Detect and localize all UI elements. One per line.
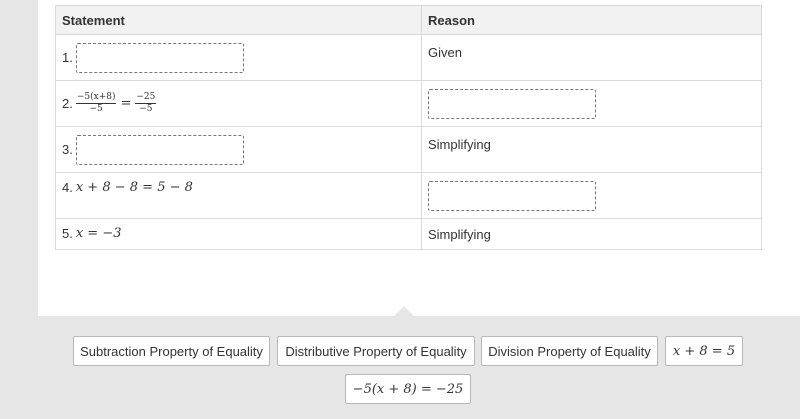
table-row (56, 173, 762, 219)
statement-header: Statement (56, 6, 422, 35)
chip-equation-x-plus-8[interactable]: x + 8 = 5 (665, 336, 743, 366)
chip-distributive-property[interactable]: Distributive Property of Equality (277, 336, 475, 366)
reason-header: Reason (422, 6, 762, 35)
fraction-lhs: $\frac{-5(x+8)}{-5}$ (76, 92, 116, 114)
row-number: 5. (62, 226, 73, 241)
statement-cell (56, 127, 422, 173)
row-number: 1. (62, 50, 73, 65)
row-number: 3. (62, 142, 73, 157)
table-row (56, 35, 762, 81)
reason-drop-target-2[interactable] (428, 89, 596, 119)
statement-cell (56, 35, 422, 81)
reason-cell (422, 127, 762, 173)
chip-subtraction-property[interactable]: Subtraction Property of Equality (73, 336, 270, 366)
row-number: 2. (62, 96, 73, 111)
reason-text: Simplifying (428, 137, 491, 152)
row-number: 4. (62, 180, 73, 195)
reason-drop-target-4[interactable] (428, 181, 596, 211)
table-row (56, 127, 762, 173)
statement-cell (56, 173, 422, 219)
statement-cell (56, 219, 422, 250)
chip-equation-neg5[interactable]: −5(x + 8) = −25 (345, 374, 471, 404)
answer-bank (38, 316, 800, 419)
fraction-rhs: $\frac{-25}{-5}$ (136, 92, 156, 114)
statement-equation: x = −3 (75, 226, 122, 241)
proof-table (55, 5, 762, 250)
table-row (56, 81, 762, 127)
chip-division-property[interactable]: Division Property of Equality (481, 336, 658, 366)
statement-drop-target-1[interactable] (76, 43, 244, 73)
statement-cell (56, 81, 422, 127)
reason-cell (422, 35, 762, 81)
reason-text: Simplifying (428, 227, 491, 242)
proof-panel (38, 0, 800, 316)
reason-cell (422, 219, 762, 250)
reason-cell (422, 81, 762, 127)
statement-equation: x + 8 − 8 = 5 − 8 (75, 180, 193, 195)
table-row (56, 219, 762, 250)
statement-drop-target-3[interactable] (76, 135, 244, 165)
equals-sign: = (120, 96, 132, 111)
reason-text: Given (428, 45, 462, 60)
reason-cell (422, 173, 762, 219)
